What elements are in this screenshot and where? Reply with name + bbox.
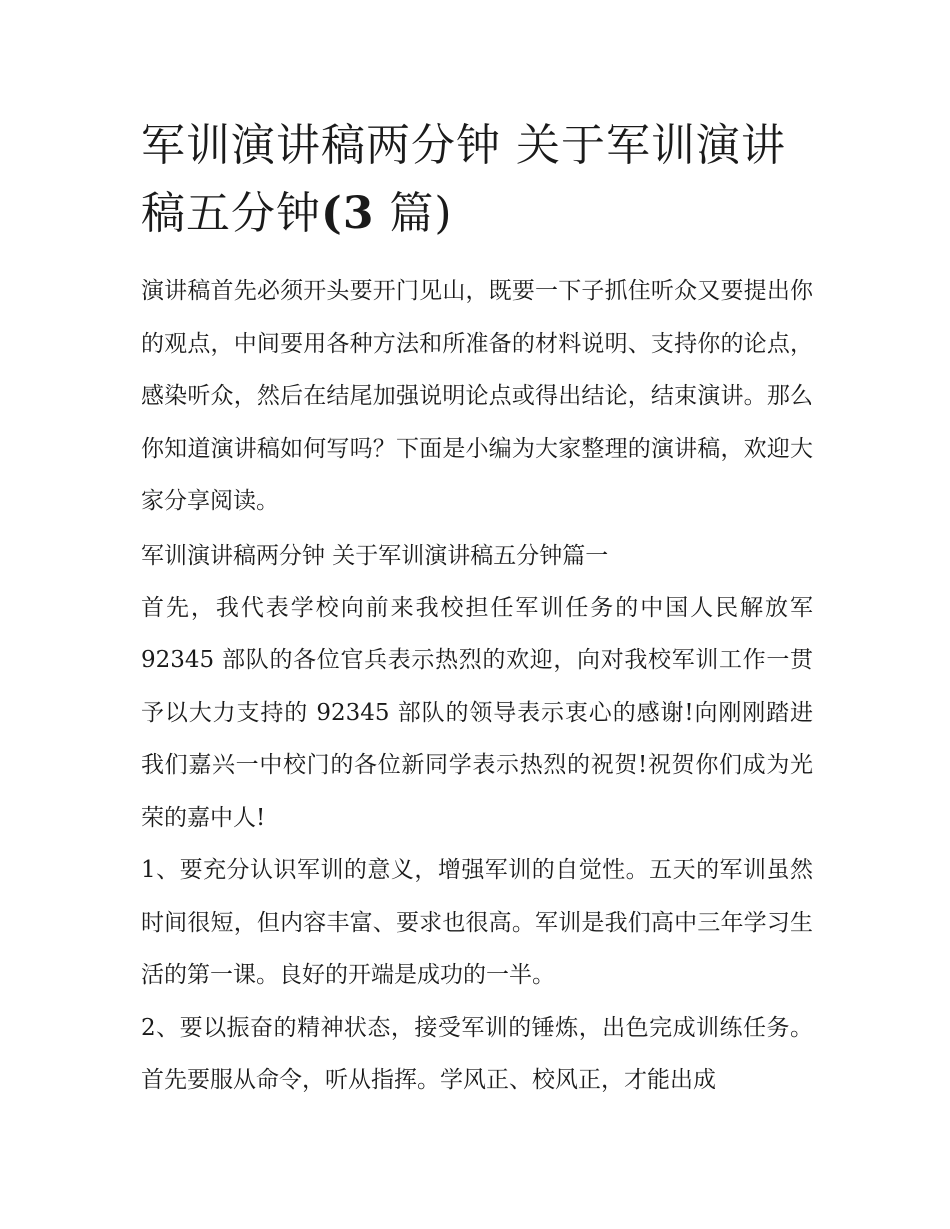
document-page: [141, 112, 813, 1107]
body-paragraph: 首先，我代表学校向前来我校担任军训任务的中国人民解放军 92345 部队的各位官兵表示热烈的欢迎，向对我校军训工作一贯予以大力支持的 92345 部队的领导表示衷心的感谢!向刚刚踏进我们嘉兴一中校门的各位新同学表示热烈的祝贺!祝贺你们成为光荣的嘉中人!: [141, 594, 813, 831]
body-paragraph: 1、要充分认识军训的意义，增强军训的自觉性。五天的军训虽然时间很短，但内容丰富、要求也很高。军训是我们高中三年学习生活的第一课。良好的开端是成功的一半。: [141, 857, 813, 988]
title-suffix: 篇): [374, 188, 453, 239]
document-title: [141, 112, 813, 248]
title-count: (3: [321, 188, 375, 239]
body-paragraph: 2、要以振奋的精神状态，接受军训的锤炼，出色完成训练任务。首先要服从命令，听从指挥。学风正、校风正，才能出成: [141, 1014, 813, 1093]
section-heading: 军训演讲稿两分钟 关于军训演讲稿五分钟篇一: [141, 542, 609, 569]
title-text: 军训演讲稿两分钟 关于军训演讲稿五分钟: [141, 120, 786, 239]
intro-paragraph: 演讲稿首先必须开头要开门见山，既要一下子抓住听众又要提出你的观点，中间要用各种方法和所准备的材料说明、支持你的论点，感染听众，然后在结尾加强说明论点或得出结论，结束演讲。那么你知道演讲稿如何写吗？下面是小编为大家整理的演讲稿，欢迎大家分享阅读。: [141, 278, 813, 514]
document-body: [141, 265, 813, 1107]
